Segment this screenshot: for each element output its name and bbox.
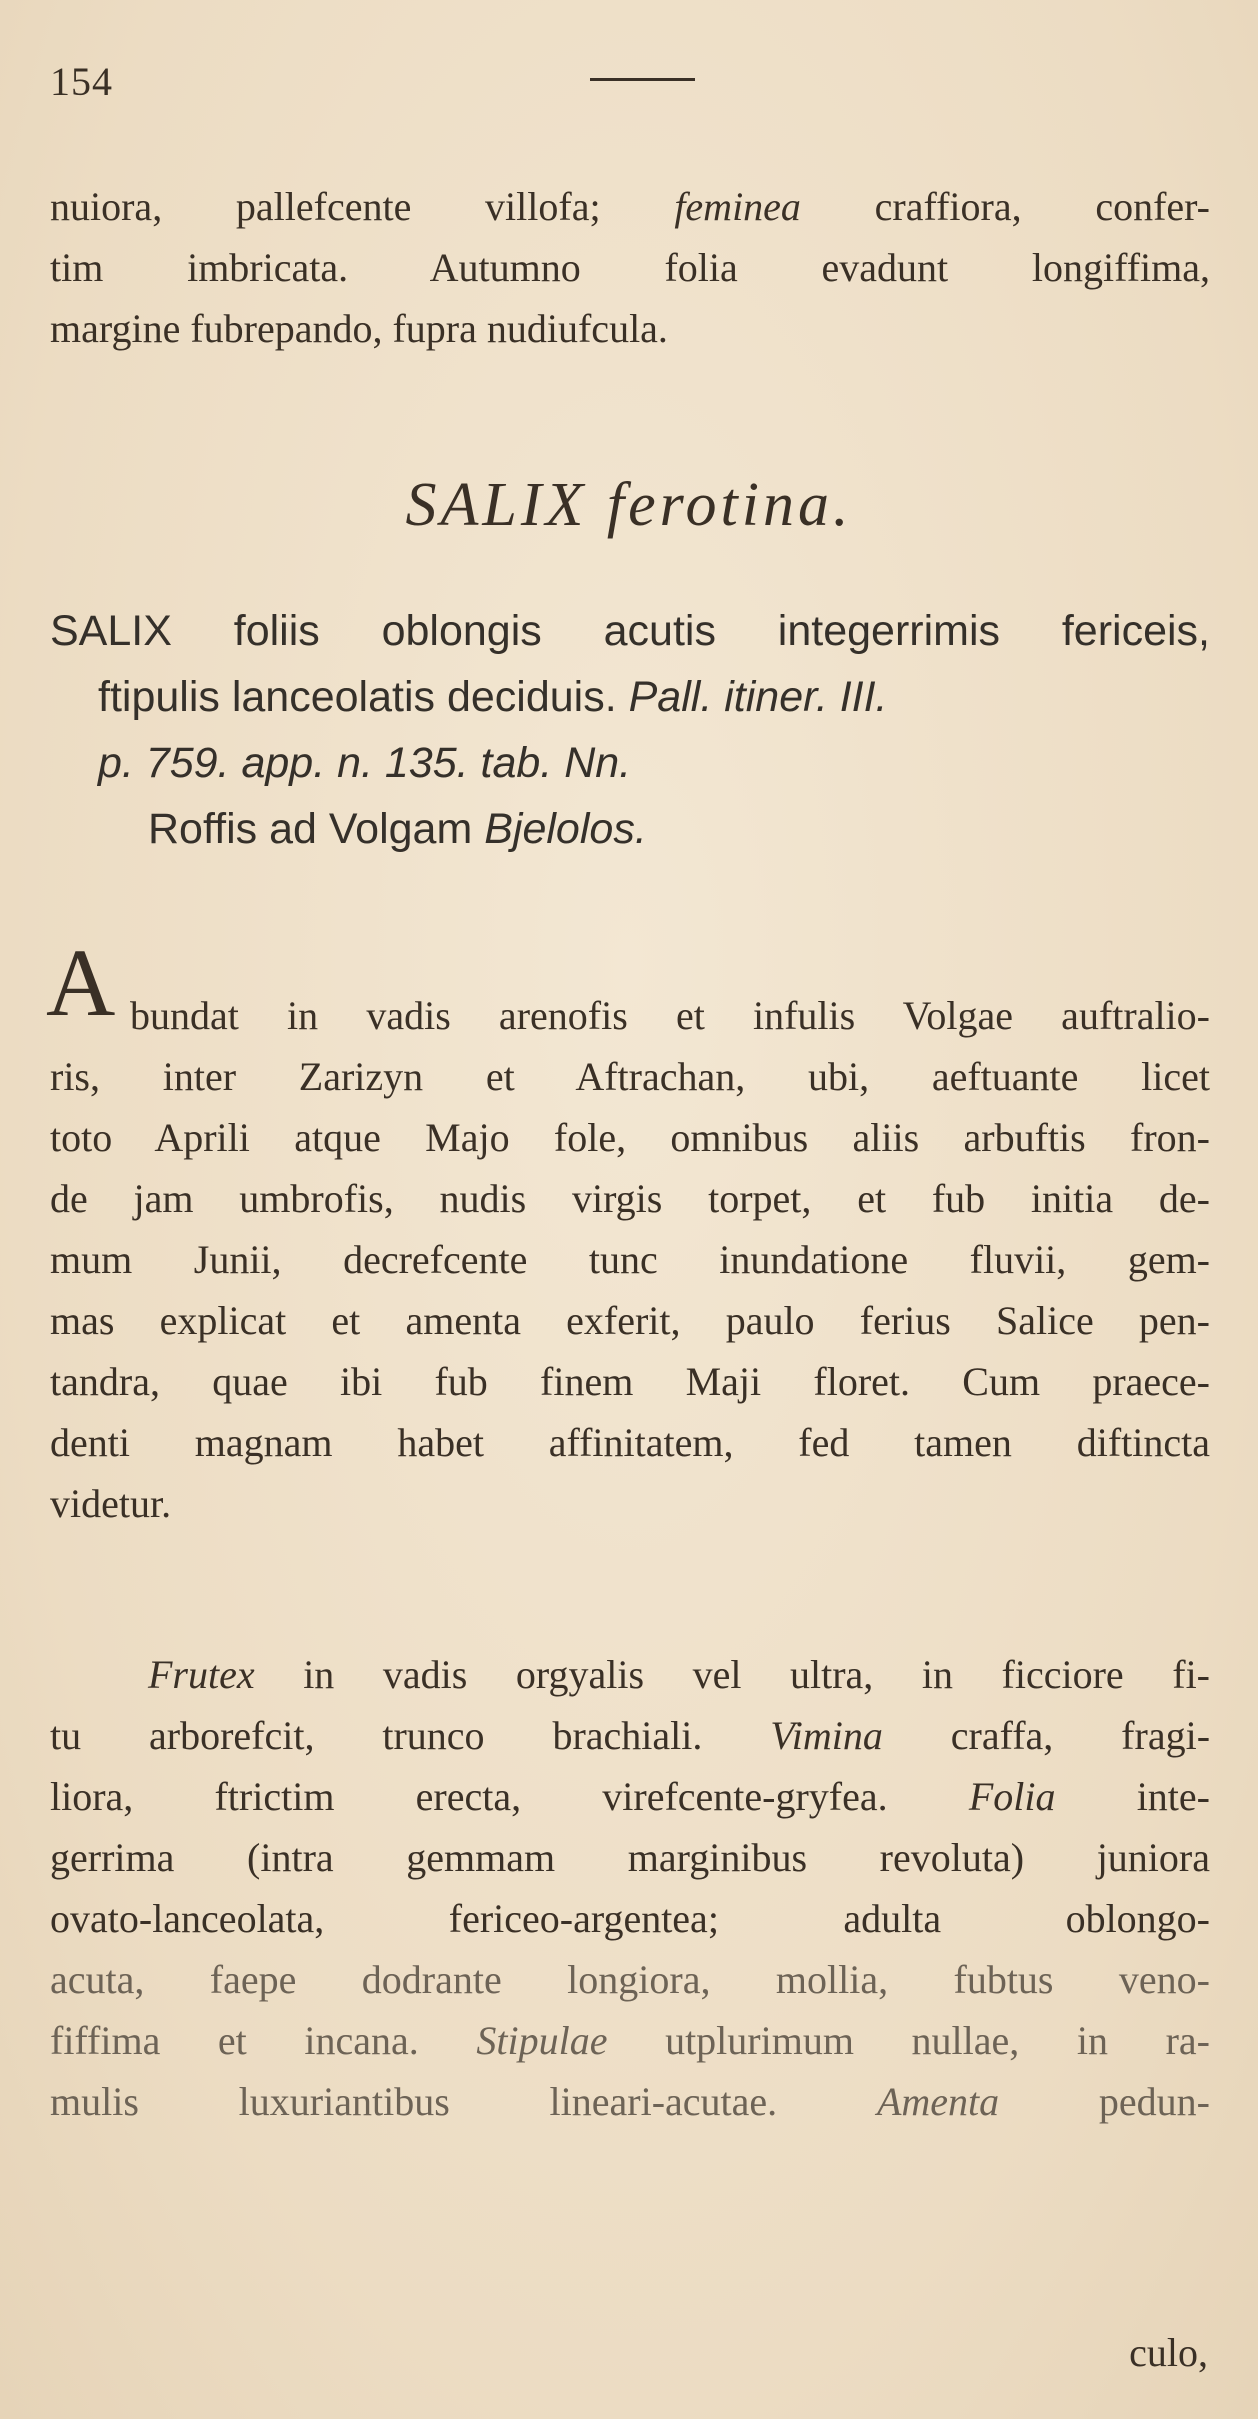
text-line bbox=[50, 1888, 1210, 1949]
diagnosis-line bbox=[50, 664, 1210, 730]
text-line bbox=[50, 1351, 1210, 1412]
text-run: ftipulis lanceolatis deciduis. bbox=[98, 673, 629, 721]
text-run: gerrima (intra gemmam marginibus revoluta) juniora bbox=[50, 1835, 1210, 1880]
text-run: mum Junii, decrefcente tunc inundatione fluvii, gem- bbox=[50, 1237, 1210, 1282]
text-run: in vadis orgyalis vel ultra, in ficciore fi- bbox=[254, 1652, 1210, 1697]
text-line bbox=[50, 2010, 1210, 2071]
catchword: culo, bbox=[1129, 2330, 1208, 2375]
text-run: nuiora, pallefcente villofa; bbox=[50, 184, 675, 229]
page-number: 154 bbox=[50, 59, 113, 104]
diagnosis-line bbox=[50, 598, 1210, 664]
text-run: mulis luxuriantibus lineari-acutae. bbox=[50, 2079, 877, 2124]
text-run: tim imbricata. Autumno folia evadunt longiffima, bbox=[50, 245, 1210, 290]
diagnosis-line bbox=[50, 730, 1210, 796]
text-line bbox=[50, 1046, 1210, 1107]
text-run: ovato-lanceolata, fericeo-argentea; adulta oblongo- bbox=[50, 1896, 1210, 1941]
text-line bbox=[50, 1168, 1210, 1229]
text-line bbox=[50, 1412, 1210, 1473]
italic-text: Bjelolos. bbox=[484, 805, 647, 853]
intro-text bbox=[50, 176, 1210, 359]
text-line bbox=[50, 1644, 1210, 1705]
text-run: margine fubrepando, fupra nudiufcula. bbox=[50, 306, 668, 351]
text-run: acuta, faepe dodrante longiora, mollia, fubtus veno- bbox=[50, 1957, 1210, 2002]
text-line bbox=[50, 1473, 1210, 1534]
text-run: mas explicat et amenta exferit, paulo ferius Salice pen- bbox=[50, 1298, 1210, 1343]
italic-text: Stipulae bbox=[476, 2018, 608, 2063]
italic-text: Amenta bbox=[876, 2079, 1000, 2124]
italic-text: Frutex bbox=[148, 1652, 255, 1697]
italic-text: p. 759. app. n. 135. tab. Nn. bbox=[98, 739, 632, 787]
text-run: tu arborefcit, trunco brachiali. bbox=[50, 1713, 771, 1758]
text-run: craffa, fragi- bbox=[882, 1713, 1211, 1758]
text-line bbox=[50, 985, 1210, 1046]
habitat-paragraph bbox=[50, 985, 1210, 1534]
text-run: craffiora, confer- bbox=[800, 184, 1210, 229]
text-line bbox=[50, 237, 1210, 298]
text-line bbox=[50, 1949, 1210, 2010]
text-run: utplurimum nullae, in ra- bbox=[607, 2018, 1210, 2063]
text-line bbox=[50, 176, 1210, 237]
header-rule bbox=[590, 78, 695, 81]
text-line bbox=[50, 1107, 1210, 1168]
text-run: videtur. bbox=[50, 1481, 172, 1526]
text-line bbox=[50, 298, 1210, 359]
description-paragraph bbox=[50, 1644, 1210, 2132]
text-run: de jam umbrofis, nudis virgis torpet, et fub initia de- bbox=[50, 1176, 1210, 1221]
text-run: fiffima et incana. bbox=[50, 2018, 477, 2063]
text-line bbox=[50, 1290, 1210, 1351]
text-line bbox=[50, 1229, 1210, 1290]
text-run: pedun- bbox=[999, 2079, 1210, 2124]
italic-text: feminea bbox=[674, 184, 801, 229]
text-run: Roffis ad Volgam bbox=[148, 805, 485, 853]
drop-cap: A bbox=[46, 929, 116, 1036]
text-line bbox=[50, 1705, 1210, 1766]
species-diagnosis bbox=[50, 598, 1210, 862]
text-run: bundat in vadis arenofis et infulis Volgae auftralio- bbox=[130, 993, 1210, 1038]
text-line bbox=[50, 1827, 1210, 1888]
italic-text: Vimina bbox=[770, 1713, 883, 1758]
text-run: inte- bbox=[1055, 1774, 1210, 1819]
text-run: denti magnam habet affinitatem, fed tamen diftincta bbox=[50, 1420, 1210, 1465]
italic-text: Folia bbox=[968, 1774, 1056, 1819]
text-run: liora, ftrictim erecta, virefcente-gryfea. bbox=[50, 1774, 969, 1819]
diagnosis-line bbox=[50, 796, 1210, 862]
species-title: SALIX ferotina. bbox=[405, 471, 853, 539]
italic-text: Pall. itiner. III. bbox=[628, 673, 888, 721]
text-line bbox=[50, 1766, 1210, 1827]
text-run: toto Aprili atque Majo fole, omnibus aliis arbuftis fron- bbox=[50, 1115, 1210, 1160]
text-line bbox=[50, 2071, 1210, 2132]
text-run: tandra, quae ibi fub finem Maji floret. Cum praece- bbox=[50, 1359, 1210, 1404]
text-run: SALIX foliis oblongis acutis integerrimis fericeis, bbox=[50, 607, 1210, 655]
page-header bbox=[0, 58, 1258, 118]
text-run: ris, inter Zarizyn et Aftrachan, ubi, aeftuante licet bbox=[50, 1054, 1210, 1099]
